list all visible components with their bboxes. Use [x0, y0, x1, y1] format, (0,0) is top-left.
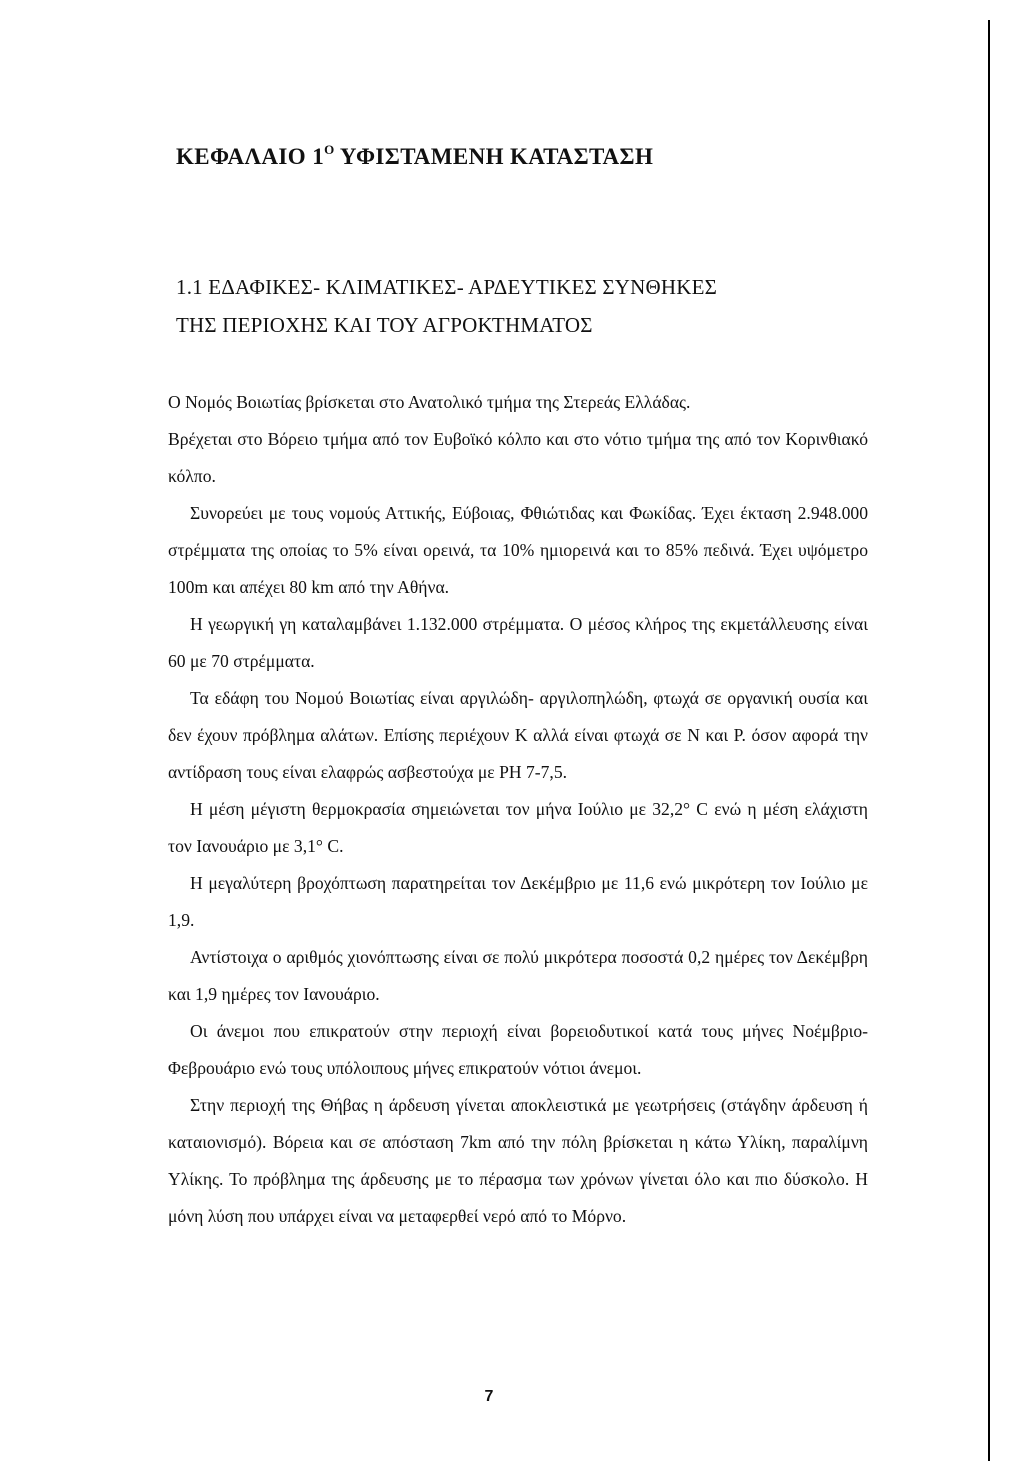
scan-edge-line [988, 20, 990, 1461]
paragraph-irrigation: Στην περιοχή της Θήβας η άρδευση γίνεται αποκλειστικά με γεωτρήσεις (στάγδην άρδευση ή καταιονισμό). Βόρεια και σε απόσταση 7km από την πόλη βρίσκεται η κάτω Υλίκη, παραλίμνη Υλίκης. Το πρόβλημα της άρδευσης με το πέρασμα των χρόνων γίνεται όλο και πιο δύσκολο. Η μόνη λύση που υπάρχει είναι να μεταφερθεί νερό από το Μόρνο. [168, 1095, 868, 1226]
paragraph-gulfs: Βρέχεται στο Βόρειο τμήμα από τον Ευβοϊκό κόλπο και στο νότιο τμήμα της από τον Κορινθιακό κόλπο. [168, 429, 868, 486]
chapter-title-suffix: ΥΦΙΣΤΑΜΕΝΗ ΚΑΤΑΣΤΑΣΗ [334, 144, 654, 169]
chapter-title-prefix: ΚΕΦΑΛΑΙΟ 1 [176, 144, 325, 169]
page-number: 7 [484, 1388, 494, 1405]
paragraph-borders: Συνορεύει με τους νομούς Αττικής, Εύβοιας, Φθιώτιδας και Φωκίδας. Έχει έκταση 2.948.000 στρέμματα της οποίας το 5% είναι ορεινά, τα 10% ημιορεινά και το 85% πεδινά. Έχει υψόμετρο 100m και απέχει 80 km από την Αθήνα. [168, 503, 868, 597]
paragraph-agricultural-land: Η γεωργική γη καταλαμβάνει 1.132.000 στρέμματα. Ο μέσος κλήρος της εκμετάλλευσης είναι 60 με 70 στρέμματα. [168, 614, 868, 671]
section-title-line-1: 1.1 ΕΔΑΦΙΚΕΣ- ΚΛΙΜΑΤΙΚΕΣ- ΑΡΔΕΥΤΙΚΕΣ ΣΥΝΘΗΚΕΣ [176, 275, 718, 299]
section-title-line-2: ΤΗΣ ΠΕΡΙΟΧΗΣ ΚΑΙ ΤΟΥ ΑΓΡΟΚΤΗΜΑΤΟΣ [176, 313, 593, 337]
paragraph-winds: Οι άνεμοι που επικρατούν στην περιοχή είναι βορειοδυτικοί κατά τους μήνες Νοέμβριο- Φεβρουάριο ενώ τους υπόλοιπους μήνες επικρατούν νότιοι άνεμοι. [168, 1021, 868, 1078]
paragraph-soils: Τα εδάφη του Νομού Βοιωτίας είναι αργιλώδη- αργιλοπηλώδη, φτωχά σε οργανική ουσία και δεν έχουν πρόβλημα αλάτων. Επίσης περιέχουν Κ αλλά είναι φτωχά σε Ν και Ρ. όσον αφορά την αντίδραση τους είναι ελαφρώς ασβεστούχα με PH 7-7,5. [168, 688, 868, 782]
chapter-title-superscript: Ο [324, 142, 335, 157]
paragraph-rainfall: Η μεγαλύτερη βροχόπτωση παρατηρείται τον Δεκέμβριο με 11,6 ενώ μικρότερη τον Ιούλιο με 1,9. [168, 873, 868, 930]
chapter-title [176, 142, 653, 170]
section-title [176, 268, 876, 344]
paragraph-temperature: Η μέση μέγιστη θερμοκρασία σημειώνεται τον μήνα Ιούλιο με 32,2° C ενώ η μέση ελάχιστη τον Ιανουάριο με 3,1° C. [168, 799, 868, 856]
paragraph-location: Ο Νομός Βοιωτίας βρίσκεται στο Ανατολικό τμήμα της Στερεάς Ελλάδας. [168, 392, 691, 412]
paragraph-snowfall: Αντίστοιχα ο αριθμός χιονόπτωσης είναι σε πολύ μικρότερα ποσοστά 0,2 ημέρες τον Δεκέμβρη και 1,9 ημέρες τον Ιανουάριο. [168, 947, 868, 1004]
body-text [168, 384, 868, 1235]
